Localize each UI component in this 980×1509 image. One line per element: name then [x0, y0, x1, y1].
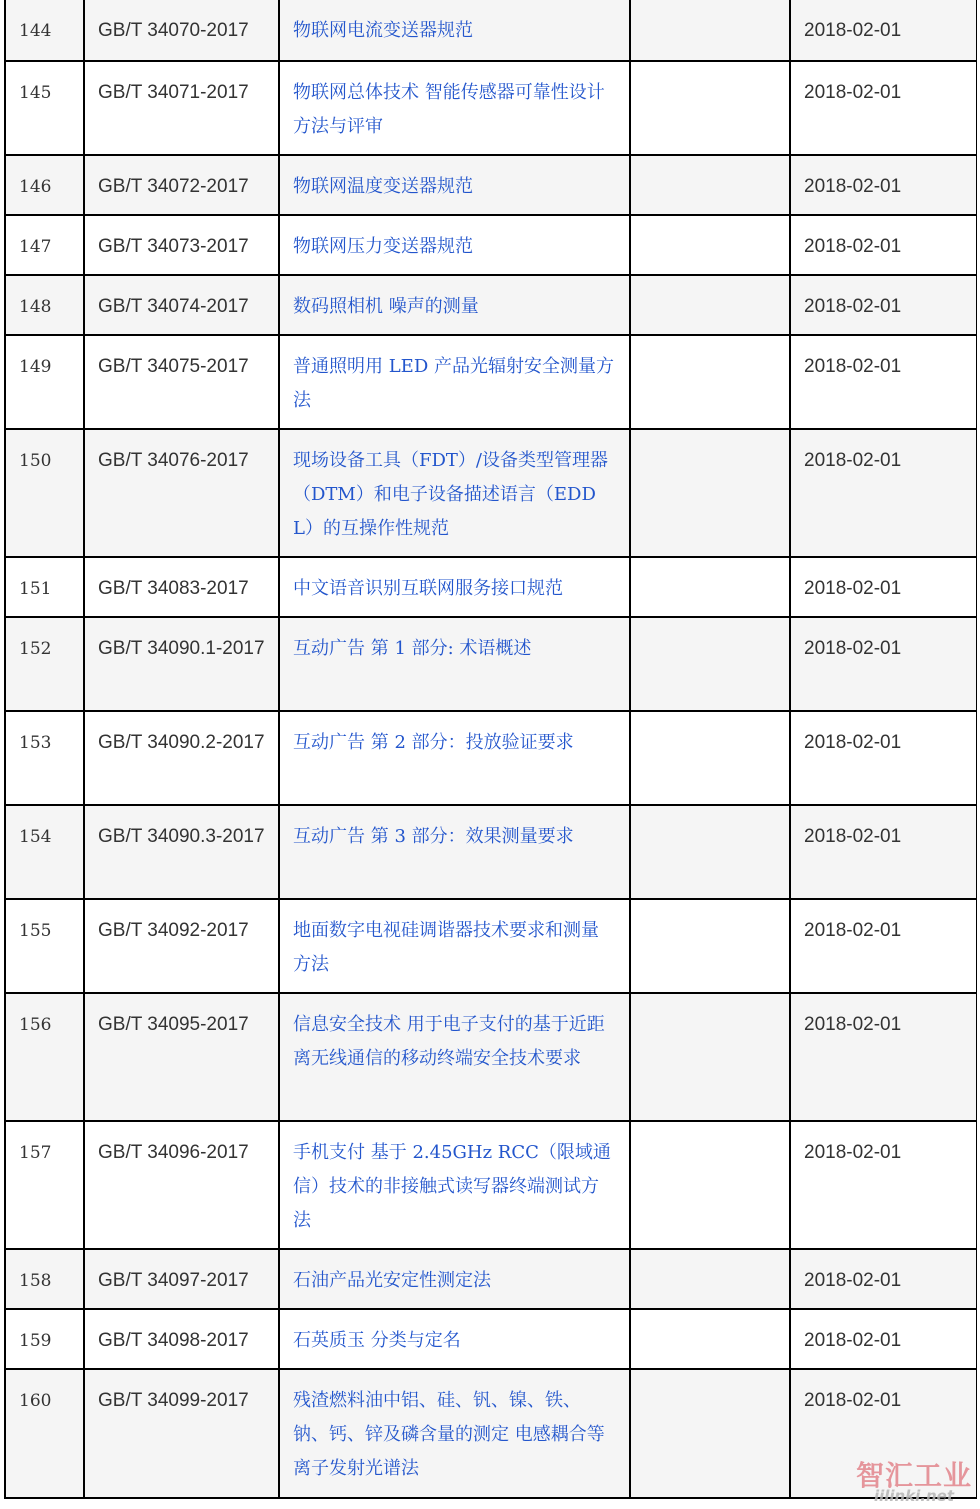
table-row [5, 429, 976, 557]
row-number: 149 [5, 335, 84, 429]
standard-name-link[interactable]: 中文语音识别互联网服务接口规范 [279, 557, 630, 617]
table-row [5, 155, 976, 215]
standard-name-link[interactable]: 现场设备工具（FDT）/设备类型管理器（DTM）和电子设备描述语言（EDDL）的互操作性规范 [279, 429, 630, 557]
standard-name-link[interactable]: 手机支付 基于 2.45GHz RCC（限域通信）技术的非接触式读写器终端测试方法 [279, 1121, 630, 1249]
standard-code: GB/T 34074-2017 [84, 275, 279, 335]
implementation-date: 2018-02-01 [790, 275, 976, 335]
row-number: 160 [5, 1369, 84, 1498]
standard-code: GB/T 34090.2-2017 [84, 711, 279, 805]
implementation-date: 2018-02-01 [790, 617, 976, 711]
row-number: 156 [5, 993, 84, 1121]
standard-name-link[interactable]: 数码照相机 噪声的测量 [279, 275, 630, 335]
implementation-date: 2018-02-01 [790, 429, 976, 557]
implementation-date: 2018-02-01 [790, 335, 976, 429]
standard-code: GB/T 34071-2017 [84, 61, 279, 155]
replaced-standard [630, 557, 790, 617]
implementation-date: 2018-02-01 [790, 805, 976, 899]
table-row [5, 805, 976, 899]
implementation-date: 2018-02-01 [790, 155, 976, 215]
row-number: 153 [5, 711, 84, 805]
replaced-standard [630, 275, 790, 335]
watermark-sub-text: iilinki.net [873, 1487, 955, 1505]
row-number: 146 [5, 155, 84, 215]
standard-name-link[interactable]: 地面数字电视硅调谐器技术要求和测量方法 [279, 899, 630, 993]
standard-name-link[interactable]: 物联网压力变送器规范 [279, 215, 630, 275]
row-number: 148 [5, 275, 84, 335]
row-number: 144 [5, 0, 84, 61]
implementation-date: 2018-02-01 [790, 1309, 976, 1369]
replaced-standard [630, 805, 790, 899]
standard-name-link[interactable]: 互动广告 第 3 部分：效果测量要求 [279, 805, 630, 899]
row-number: 145 [5, 61, 84, 155]
standard-name-link[interactable]: 残渣燃料油中铝、硅、钒、镍、铁、钠、钙、锌及磷含量的测定 电感耦合等离子发射光谱法 [279, 1369, 630, 1498]
implementation-date: 2018-02-01 [790, 899, 976, 993]
standard-name-link[interactable]: 互动广告 第 2 部分：投放验证要求 [279, 711, 630, 805]
table-row [5, 1249, 976, 1309]
row-number: 152 [5, 617, 84, 711]
standard-code: GB/T 34072-2017 [84, 155, 279, 215]
standard-name-link[interactable]: 信息安全技术 用于电子支付的基于近距离无线通信的移动终端安全技术要求 [279, 993, 630, 1121]
standard-code: GB/T 34099-2017 [84, 1369, 279, 1498]
table-row [5, 899, 976, 993]
replaced-standard [630, 61, 790, 155]
row-number: 150 [5, 429, 84, 557]
standard-code: GB/T 34083-2017 [84, 557, 279, 617]
replaced-standard [630, 617, 790, 711]
replaced-standard [630, 1369, 790, 1498]
table-row [5, 1121, 976, 1249]
implementation-date: 2018-02-01 [790, 0, 976, 61]
implementation-date: 2018-02-01 [790, 1249, 976, 1309]
table-row [5, 711, 976, 805]
replaced-standard [630, 155, 790, 215]
replaced-standard [630, 1309, 790, 1369]
standard-code: GB/T 34095-2017 [84, 993, 279, 1121]
implementation-date: 2018-02-01 [790, 215, 976, 275]
standard-code: GB/T 34098-2017 [84, 1309, 279, 1369]
replaced-standard [630, 215, 790, 275]
table-row [5, 335, 976, 429]
standard-code: GB/T 34073-2017 [84, 215, 279, 275]
row-number: 158 [5, 1249, 84, 1309]
implementation-date: 2018-02-01 [790, 557, 976, 617]
standard-code: GB/T 34075-2017 [84, 335, 279, 429]
row-number: 157 [5, 1121, 84, 1249]
replaced-standard [630, 0, 790, 61]
replaced-standard [630, 899, 790, 993]
standard-name-link[interactable]: 互动广告 第 1 部分: 术语概述 [279, 617, 630, 711]
table-row [5, 275, 976, 335]
row-number: 154 [5, 805, 84, 899]
standard-code: GB/T 34090.3-2017 [84, 805, 279, 899]
standard-code: GB/T 34076-2017 [84, 429, 279, 557]
watermark-main-text: 智汇工业 [855, 1459, 972, 1492]
standards-table-body [5, 0, 976, 1498]
implementation-date: 2018-02-01 [790, 711, 976, 805]
row-number: 151 [5, 557, 84, 617]
standard-name-link[interactable]: 物联网总体技术 智能传感器可靠性设计方法与评审 [279, 61, 630, 155]
standard-code: GB/T 34097-2017 [84, 1249, 279, 1309]
standard-name-link[interactable]: 普通照明用 LED 产品光辐射安全测量方法 [279, 335, 630, 429]
standard-name-link[interactable]: 物联网电流变送器规范 [279, 0, 630, 61]
row-number: 155 [5, 899, 84, 993]
implementation-date: 2018-02-01 [790, 1369, 976, 1498]
replaced-standard [630, 993, 790, 1121]
standards-table [4, 0, 977, 1499]
row-number: 159 [5, 1309, 84, 1369]
table-row [5, 993, 976, 1121]
standard-code: GB/T 34070-2017 [84, 0, 279, 61]
table-row [5, 1309, 976, 1369]
implementation-date: 2018-02-01 [790, 993, 976, 1121]
implementation-date: 2018-02-01 [790, 1121, 976, 1249]
table-row [5, 61, 976, 155]
standard-code: GB/T 34096-2017 [84, 1121, 279, 1249]
row-number: 147 [5, 215, 84, 275]
implementation-date: 2018-02-01 [790, 61, 976, 155]
standard-code: GB/T 34090.1-2017 [84, 617, 279, 711]
table-row [5, 617, 976, 711]
table-row [5, 0, 976, 61]
replaced-standard [630, 711, 790, 805]
standard-name-link[interactable]: 石英质玉 分类与定名 [279, 1309, 630, 1369]
table-row [5, 1369, 976, 1498]
standard-code: GB/T 34092-2017 [84, 899, 279, 993]
table-row [5, 557, 976, 617]
replaced-standard [630, 1121, 790, 1249]
replaced-standard [630, 429, 790, 557]
standard-name-link[interactable]: 物联网温度变送器规范 [279, 155, 630, 215]
table-row [5, 215, 976, 275]
replaced-standard [630, 1249, 790, 1309]
replaced-standard [630, 335, 790, 429]
standard-name-link[interactable]: 石油产品光安定性测定法 [279, 1249, 630, 1309]
